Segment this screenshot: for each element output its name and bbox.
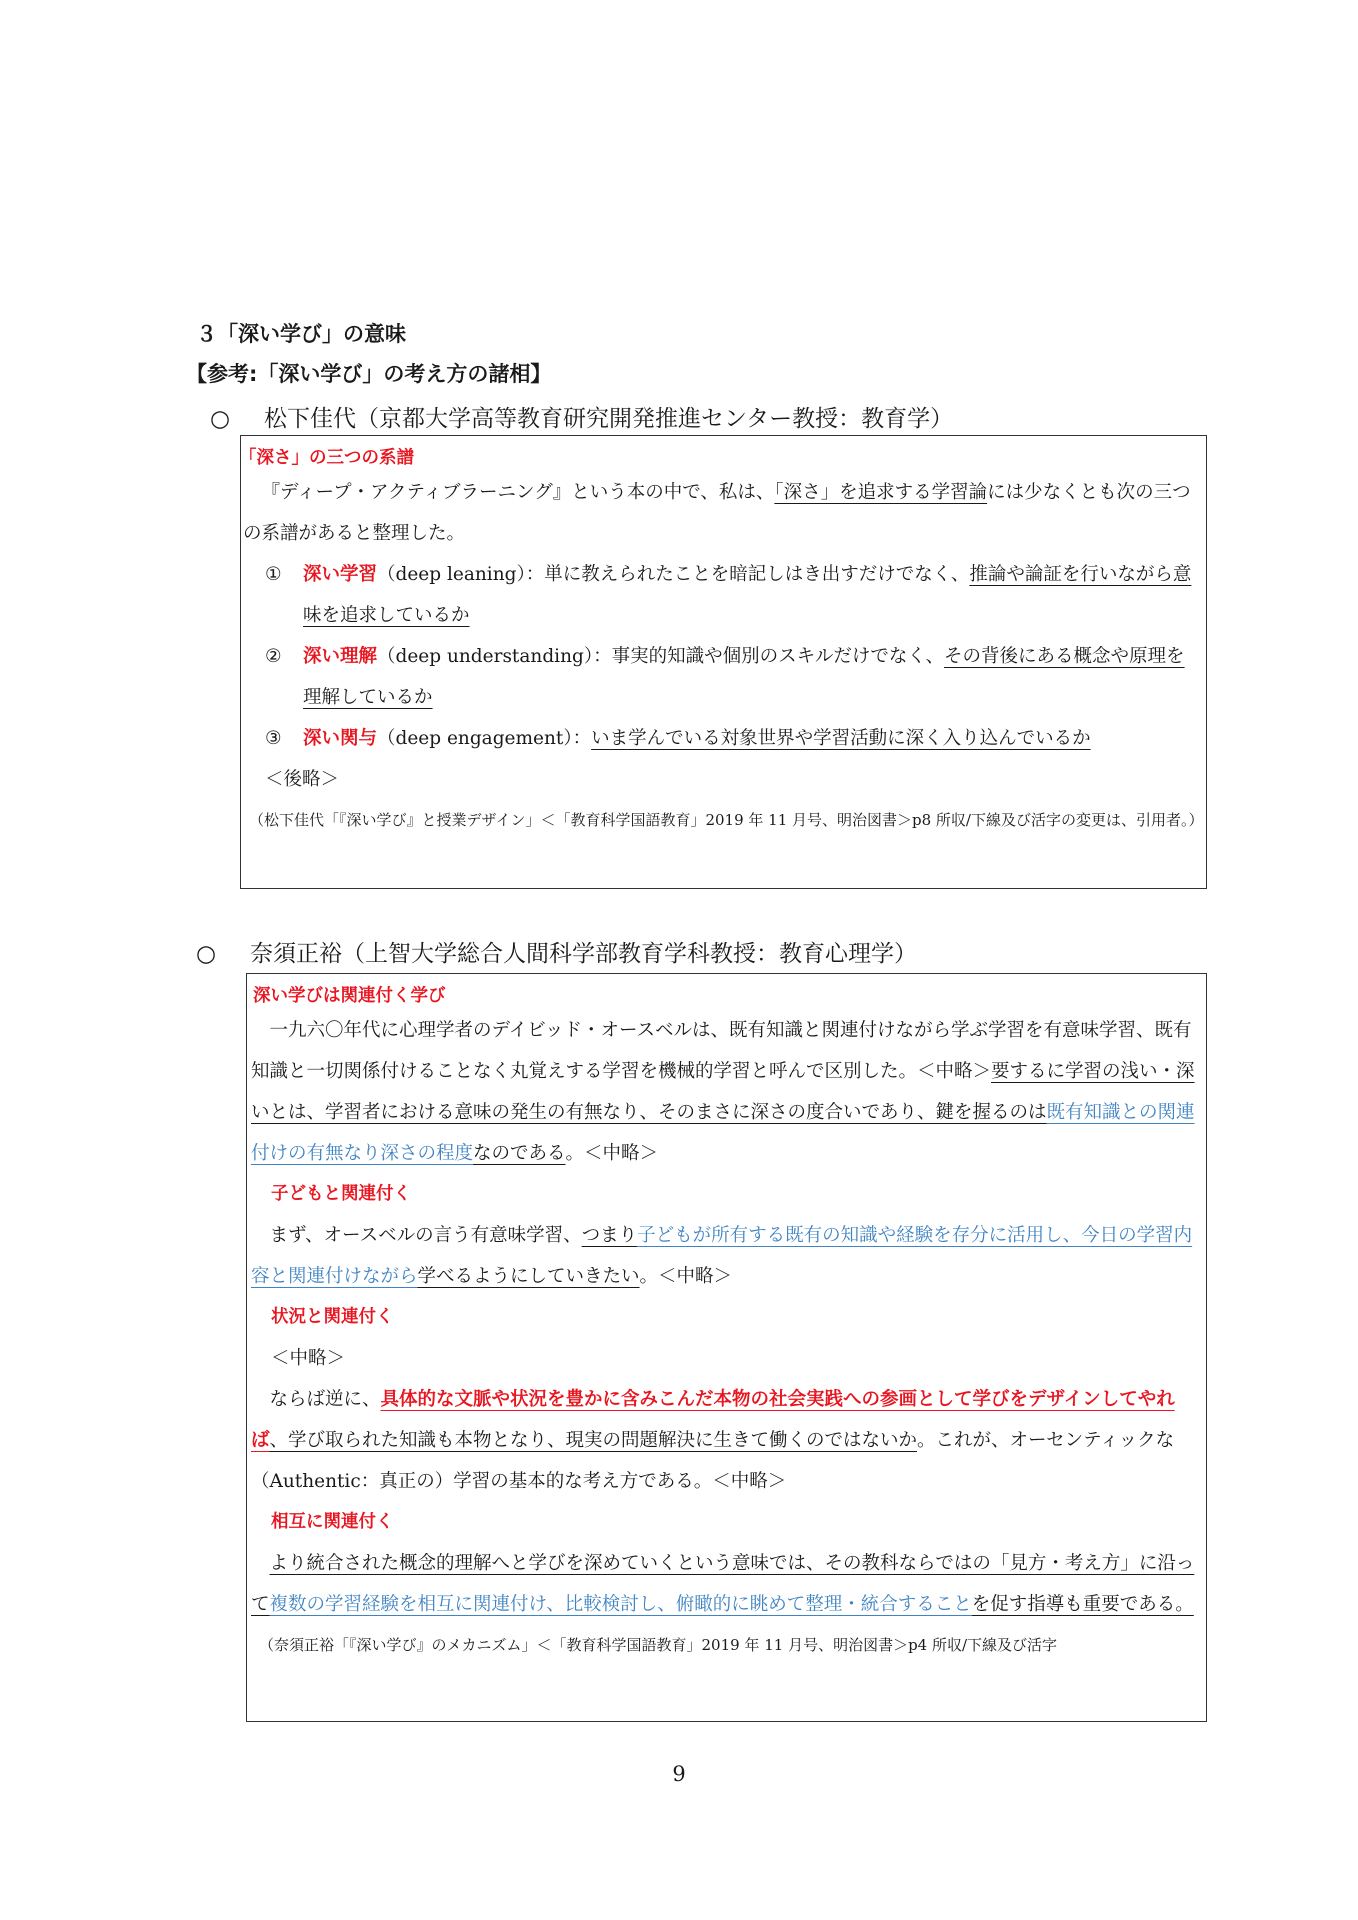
intro-paragraph: 『ディープ・アクティブラーニング』という本の中で、私は、「深さ」を追求する学習論には少なくとも次の三つの系譜があると整理した。 [243,482,1191,544]
citation: （奈須正裕「『深い学び』のメカニズム」＜「教育科学国語教育」2019 年 11 月号、明治図書＞p4 所収/下線及び活字 [259,1636,1058,1654]
citation: （松下佳代「『深い学び』と授業デザイン」＜「教育科学国語教育」2019 年 11 月号、明治図書＞p8 所収/下線及び活字の変更は、引用者。） [249,811,1204,829]
box-title: 深い学びは関連付く学び [253,986,446,1006]
quote-box-matsushita [240,435,1207,889]
paragraph: より統合された概念的理解へと学びを深めていくという意味では、その教科ならではの「見方・考え方」に沿って複数の学習経験を相互に関連付け、比較検討し、俯瞰的に眺めて整理・統合することを促す指導も重要である。 [251,1553,1195,1615]
list-item: ① 深い学習（deep leaning）：単に教えられたことを暗記しはき出すだけでなく、推論や論証を行いながら意味を追求しているか [265,564,1192,626]
bullet-circle: ○ [196,941,217,967]
paragraph: 一九六〇年代に心理学者のデイビッド・オースベルは、既有知識と関連付けながら学ぶ学習を有意味学習、既有知識と一切関係付けることなく丸覚えする学習を機械的学習と呼んで区別した。＜中略＞要するに学習の浅い・深いとは、学習者における意味の発生の有無なり、そのまさに深さの度合いであり、鍵を握るのは既有知識との関連付けの有無なり深さの程度なのである。＜中略＞ [251,1020,1195,1164]
sub-heading: 相互に関連付く [271,1512,394,1532]
list-item: ③ 深い関与（deep engagement）：いま学んでいる対象世界や学習活動に深く入り込んでいるか [265,728,1091,749]
author-name: 奈須正裕（上智大学総合人間科学部教育学科教授：教育心理学） [250,941,917,967]
bullet-circle: ○ [210,406,231,432]
omitted-note: ＜後略＞ [265,769,340,790]
author-line-nasu [196,935,917,968]
sub-heading: 子どもと関連付く [271,1184,411,1204]
sub-heading: 状況と関連付く [271,1307,394,1327]
omitted-note: ＜中略＞ [271,1348,346,1369]
section-title: ３「深い学び」の意味 [196,322,406,346]
page-number: 9 [672,1762,686,1786]
box-title: 「深さ」の三つの系譜 [239,448,414,468]
quote-box-nasu [246,973,1207,1722]
paragraph: ならば逆に、具体的な文脈や状況を豊かに含みこんだ本物の社会実践への参画として学びをデザインしてやれば、学び取られた知識も本物となり、現実の問題解決に生きて働くのではないか。これが、オーセンティックな（Authentic：真正の）学習の基本的な考え方である。＜中略＞ [251,1389,1175,1492]
reference-heading: 【参考:「深い学び」の考え方の諸相】 [186,362,552,386]
paragraph: まず、オースベルの言う有意味学習、つまり子どもが所有する既有の知識や経験を存分に活用し、今日の学習内容と関連付けながら学べるようにしていきたい。＜中略＞ [251,1225,1193,1287]
list-item: ② 深い理解（deep understanding）：事実的知識や個別のスキルだけでなく、その背後にある概念や原理を理解しているか [265,646,1185,708]
author-name: 松下佳代（京都大学高等教育研究開発推進センター教授：教育学） [264,406,954,432]
author-line-matsushita [210,400,953,433]
